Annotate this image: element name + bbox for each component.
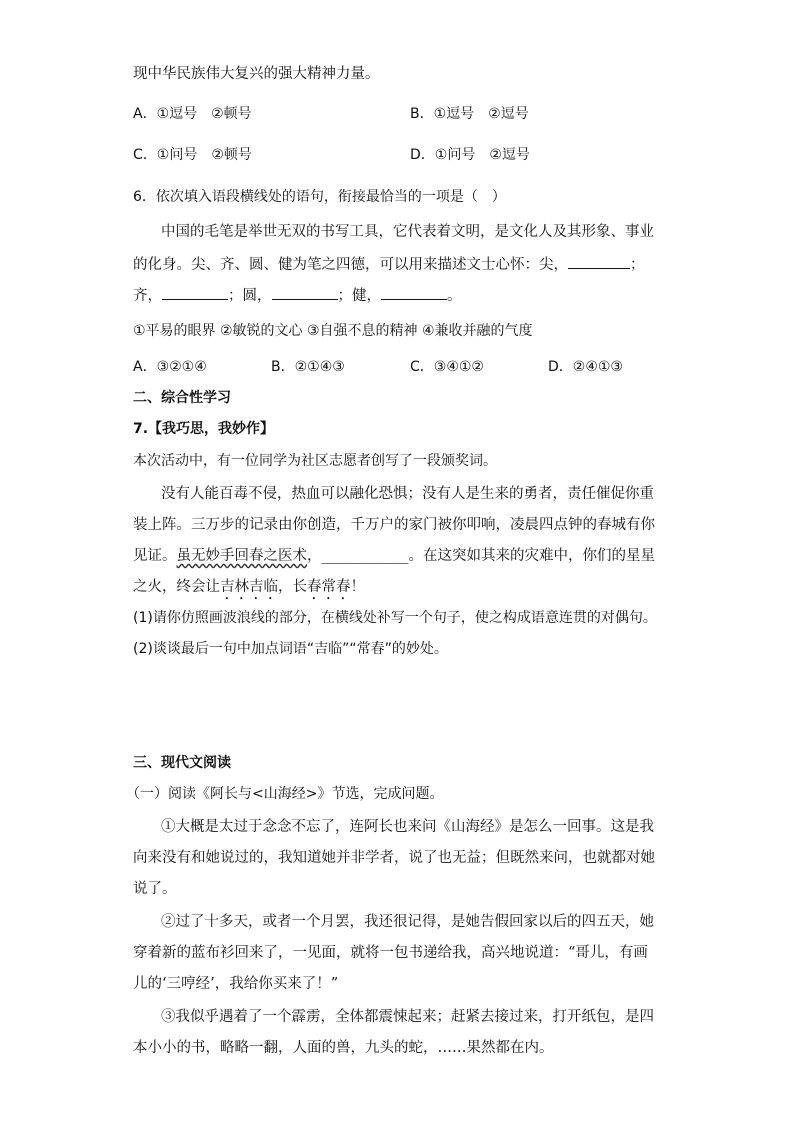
para1-line-2: 向来没有和她说过的，我知道她并非学者，说了也无益；但既然来问，也就都对她: [133, 850, 655, 866]
q6-passage-line-1: 中国的毛笔是举世无双的书写工具，它代表着文明，是文化人及其形象、事业: [161, 224, 654, 240]
para1-line-1: ①大概是太过于念念不忘了，连阿长也来问《山海经》是怎么一回事。这是我: [161, 819, 654, 835]
punctuation: ；: [630, 257, 645, 273]
answer-blank: [272, 285, 338, 300]
q7-passage-text: 之火，终会让: [133, 579, 220, 595]
q7-passage-line-4: [133, 577, 365, 603]
wavy-underlined-phrase: 虽无妙手回春之医术: [176, 548, 307, 564]
q6-passage-line-3: [133, 285, 462, 306]
q5-option-d: D．①问号 ②逗号: [410, 147, 530, 163]
answer-blank: [381, 285, 447, 300]
q7-intro: 本次活动中，有一位同学为社区志愿者创写了一段颁奖词。: [133, 453, 497, 469]
punctuation: ，: [307, 548, 322, 564]
q7-subquestion-1: (1)请你仿照画波浪线的部分，在横线处补写一个句子，使之构成语意连贯的对偶句。: [133, 610, 657, 626]
q5-option-c: C．①问号 ②顿号: [133, 147, 252, 163]
q5-continuation: 现中华民族伟大复兴的强大精神力量。: [133, 66, 380, 82]
para2-line-2: 穿着新的蓝布衫回来了，一见面，就将一包书递给我，高兴地说道：“哥儿，有画: [133, 945, 648, 961]
section-title-3: 三、现代文阅读: [133, 755, 231, 771]
dotted-word-changchun: 春常春: [307, 579, 351, 595]
q6-option-b: B．②①④③: [271, 359, 345, 375]
q6-option-d: D．②④①③: [548, 359, 623, 375]
q7-subquestion-2: (2)谈谈最后一句中加点词语“吉临”“常春”的妙处。: [133, 641, 448, 657]
q6-option-a: A．③②①④: [133, 359, 207, 375]
q5-option-a: A．①逗号 ②顿号: [133, 106, 252, 122]
q5-option-b: B．①逗号 ②逗号: [410, 106, 529, 122]
answer-blank: [568, 254, 630, 269]
para2-line-1: ②过了十多天，或者一个月罢，我还很记得，是她告假回家以后的四五天，她: [161, 914, 654, 930]
para2-line-3: 儿的‘三哼经’，我给你买来了！”: [133, 976, 339, 992]
section-title-2: 二、综合性学习: [133, 390, 231, 406]
reading-part-1-title: （一）阅读《阿长与<山海经>》节选，完成问题。: [126, 786, 444, 802]
q6-passage-text: ；圆，: [228, 288, 272, 304]
q6-option-c: C．③④①②: [410, 359, 484, 375]
q6-stem: 6．依次填入语段横线处的语句，衔接最恰当的一项是（ ）: [133, 189, 506, 205]
para3-line-2: 本小小的书，略略一翻，人面的兽，九头的蛇，……果然都在内。: [133, 1040, 554, 1056]
q7-passage-line-2: 装上阵。三万步的记录由你创造，千万户的家门被你叩响，凌晨四点钟的春城有你: [133, 517, 655, 533]
punctuation: 。: [447, 288, 462, 304]
q7-passage-text: ，长: [278, 579, 307, 595]
answer-blank: ____________: [321, 548, 409, 564]
q7-passage-text: 。在这突如其来的灾难中，你们的星星: [408, 548, 655, 564]
answer-blank: [162, 285, 228, 300]
dotted-word-jilin: 吉林吉临: [220, 579, 278, 595]
q6-passage-line-2: [133, 254, 645, 275]
q6-passage-text: ；健，: [337, 288, 381, 304]
para1-line-3: 说了。: [133, 881, 177, 897]
para3-line-1: ③我似乎遇着了一个霹雳，全体都震悚起来；赶紧去接过来，打开纸包，是四: [161, 1009, 654, 1025]
q6-passage-text: 齐，: [133, 288, 162, 304]
q7-title: 7.【我巧思，我妙作】: [133, 421, 275, 437]
punctuation: ！: [350, 579, 365, 595]
q7-passage-text: 见证。: [133, 548, 177, 564]
q7-passage-line-3: [133, 546, 655, 566]
q7-passage-line-1: 没有人能百毒不侵，热血可以融化恐惧；没有人是生来的勇者，责任催促你重: [161, 486, 654, 502]
q6-items: ①平易的眼界 ②敏锐的文心 ③自强不息的精神 ④兼收并融的气度: [133, 323, 533, 339]
q6-passage-text: 的化身。尖、齐、圆、健为笔之四德，可以用来描述文士心怀：尖，: [133, 257, 568, 273]
